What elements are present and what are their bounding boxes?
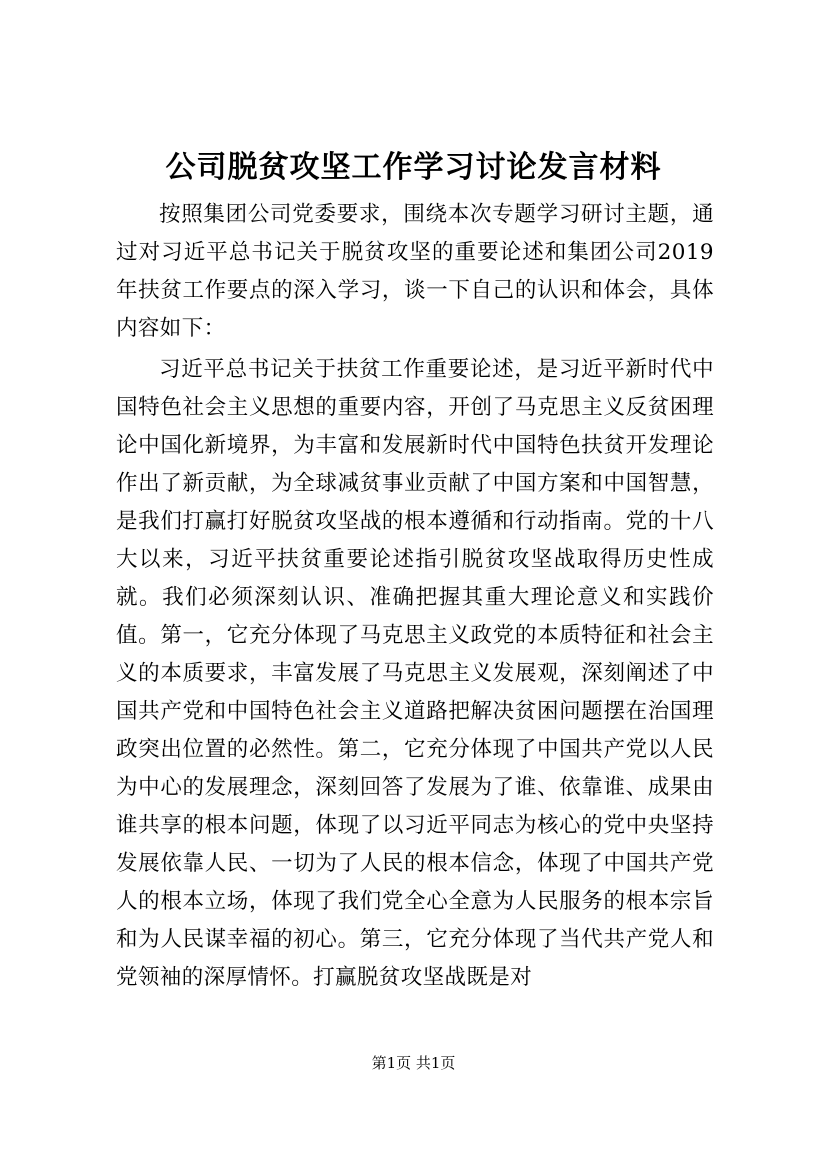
paragraph-intro: 按照集团公司党委要求，围绕本次专题学习研讨主题，通过对习近平总书记关于脱贫攻坚的重要论述和集团公司2019年扶贫工作要点的深入学习，谈一下自己的认识和体会，具体内容如下： [116, 202, 714, 341]
paragraph-main: 习近平总书记关于扶贫工作重要论述，是习近平新时代中国特色社会主义思想的重要内容，开创了马克思主义反贫困理论中国化新境界，为丰富和发展新时代中国特色扶贫开发理论作出了新贡献，为全球减贫事业贡献了中国方案和中国智慧，是我们打赢打好脱贫攻坚战的根本遵循和行动指南。党的十八大以来，习近平扶贫重要论述指引脱贫攻坚战取得历史性成就。我们必须深刻认识、准确把握其重大理论意义和实践价值。第一，它充分体现了马克思主义政党的本质特征和社会主义的本质要求，丰富发展了马克思主义发展观，深刻阐述了中国共产党和中国特色社会主义道路把解决贫困问题摆在治国理政突出位置的必然性。第二，它充分体现了中国共产党以人民为中心的发展理念，深刻回答了发展为了谁、依靠谁、成果由谁共享的根本问题，体现了以习近平同志为核心的党中央坚持发展依靠人民、一切为了人民的根本信念，体现了中国共产党人的根本立场，体现了我们党全心全意为人民服务的根本宗旨和为人民谋幸福的初心。第三，它充分体现了当代共产党人和党领袖的深厚情怀。打赢脱贫攻坚战既是对 [116, 357, 714, 990]
document-body [116, 196, 714, 997]
document-title: 公司脱贫攻坚工作学习讨论发言材料 [165, 150, 662, 185]
page-footer: 第1页 共1页 [371, 1054, 456, 1072]
